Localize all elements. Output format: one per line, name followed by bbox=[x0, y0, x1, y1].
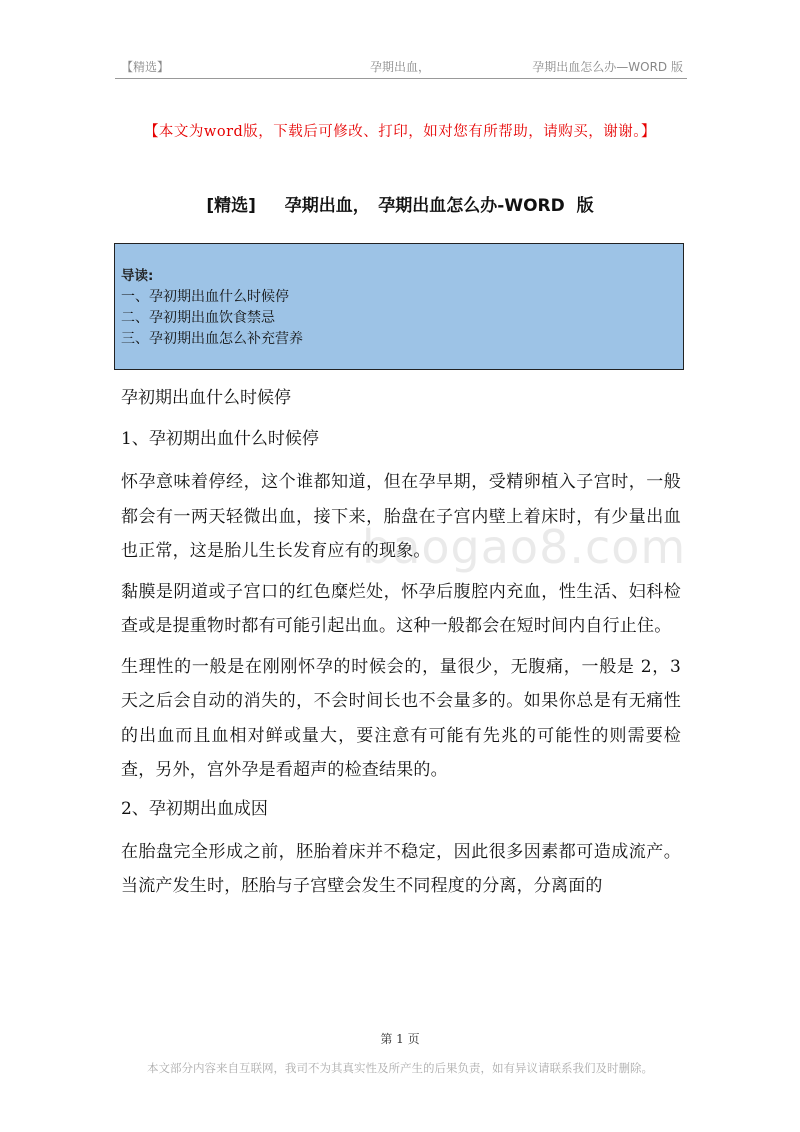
subsection-heading: 1、孕初期出血什么时候停 bbox=[121, 429, 319, 449]
guide-item: 三、孕初期出血怎么补充营养 bbox=[121, 331, 303, 347]
header-left-text: 【精选】 bbox=[121, 60, 170, 74]
page-header bbox=[115, 56, 687, 79]
guide-heading: 导读: bbox=[121, 268, 154, 284]
header-right-text: 孕期出血怎么办—WORD 版 bbox=[532, 60, 683, 74]
document-title: [精选] 孕期出血， 孕期出血怎么办-WORD 版 bbox=[206, 196, 594, 216]
watermark-text: baogao8.com bbox=[362, 520, 687, 574]
section-heading: 孕初期出血什么时候停 bbox=[121, 388, 291, 408]
purchase-notice: 【本文为word版，下载后可修改、打印，如对您有所帮助，请购买，谢谢。】 bbox=[143, 124, 657, 140]
guide-item: 二、孕初期出血饮食禁忌 bbox=[121, 310, 275, 326]
paragraph: 怀孕意味着停经，这个谁都知道，但在孕早期，受精卵植入子宫时，一般都会有一两天轻微出血，接下来，胎盘在子宫内壁上着床时，有少量出血也正常，这是胎儿生长发育应有的现象。 bbox=[121, 472, 681, 561]
page-number: 第 1 页 bbox=[380, 1032, 420, 1046]
guide-item: 一、孕初期出血什么时候停 bbox=[121, 289, 289, 305]
paragraph: 黏膜是阴道或子宫口的红色糜烂处，怀孕后腹腔内充血，性生活、妇科检查或是提重物时都有可能引起出血。这种一般都会在短时间内自行止住。 bbox=[121, 581, 681, 636]
paragraph: 生理性的一般是在刚刚怀孕的时候会的，量很少，无腹痛，一般是 2，3 天之后会自动的消失的，不会时间长也不会量多的。如果你总是有无痛性的出血而且血相对鲜或量大，要注意有可能有先兆的可能性的则需要检查，另外，宫外孕是看超声的检查结果的。 bbox=[121, 656, 681, 780]
footer-disclaimer: 本文部分内容来自互联网，我司不为其真实性及所产生的后果负责，如有异议请联系我们及时删除。 bbox=[147, 1061, 653, 1075]
subsection-heading: 2、孕初期出血成因 bbox=[121, 798, 268, 819]
header-center-text: 孕期出血， bbox=[370, 60, 431, 74]
guide-box bbox=[114, 243, 684, 370]
paragraph: 在胎盘完全形成之前，胚胎着床并不稳定，因此很多因素都可造成流产。当流产发生时，胚胎与子宫壁会发生不同程度的分离，分离面的 bbox=[121, 841, 681, 896]
document-body bbox=[121, 383, 681, 910]
